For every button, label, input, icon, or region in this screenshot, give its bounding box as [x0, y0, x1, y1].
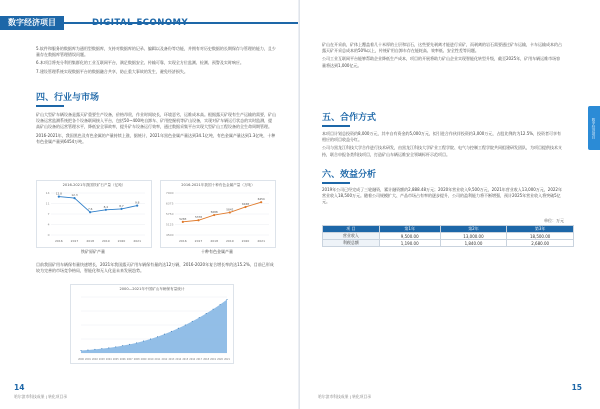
table-cell: 9,500.00	[379, 233, 440, 240]
data-point	[182, 221, 184, 223]
data-point	[199, 317, 200, 318]
y-tick-label: 4500	[165, 233, 174, 238]
y-tick-label: 7000	[165, 191, 174, 196]
chart-label: 铁矿原矿产量	[81, 249, 105, 254]
data-point	[197, 219, 199, 221]
section-tag-english: DIGITAL ECONOMY	[92, 18, 189, 28]
benefit-text	[322, 187, 562, 208]
data-point	[178, 328, 179, 329]
data-label: 5283	[179, 216, 187, 221]
data-point	[58, 196, 60, 198]
data-point	[136, 342, 137, 343]
data-point	[115, 346, 116, 347]
x-tick-label: 2019	[102, 239, 110, 243]
series-line	[59, 197, 137, 213]
data-point	[89, 211, 91, 213]
data-point	[81, 350, 82, 351]
table-header-cell: 项 目	[323, 226, 380, 233]
data-label: 6454	[257, 197, 265, 202]
data-point	[136, 205, 138, 207]
page-number: 14	[14, 383, 25, 392]
right-paragraph: 矿山在开采前，矿体上覆盖着几十米厚的土层和岩石，这些要先剥离才能进行采矿，而剥离的岩石需要通过矿车运输，卡车运输成本约占露天矿开采总成本的50%以上，传统矿用自卸车存在能耗高、效率低、安全性差等问题。	[322, 42, 562, 54]
x-tick-label: 2021	[257, 239, 265, 243]
x-tick-label: 2018	[203, 358, 210, 361]
x-tick-label: 2017	[70, 239, 79, 243]
x-tick-label: 2000	[78, 358, 84, 361]
table-header-cell: 第2年	[440, 226, 507, 233]
section-title-industry: 四、行业与市场	[36, 92, 99, 107]
y-tick-label: 0	[47, 233, 50, 238]
data-label: 12.3	[71, 193, 78, 198]
right-page	[300, 0, 600, 409]
y-tick-label: 11	[45, 201, 50, 206]
x-tick-label: 2009	[140, 358, 147, 361]
x-tick-label: 2003	[98, 358, 105, 361]
x-tick-label: 2021	[224, 358, 230, 361]
vehicle-text-block	[36, 262, 276, 276]
section-title-cooperation: 五、合作方式	[322, 112, 376, 127]
x-tick-label: 2007	[126, 358, 133, 361]
cooperation-paragraph: 本项目计划总投资约8,000万元，其中自有资金约5,000万元，拟引进合作伙伴投资约3,000万元，占股比例约为12.5%，投资者可享有相应的项目收益分红。	[322, 131, 562, 143]
table-header-cell: 第1年	[379, 226, 440, 233]
page-footer	[0, 383, 300, 405]
chart-title: 2000—2021年中国矿山车辆保有量统计	[119, 287, 185, 291]
x-tick-label: 2016	[189, 358, 196, 361]
industry-text-block	[36, 112, 276, 147]
data-point	[101, 348, 102, 349]
data-point	[171, 331, 172, 332]
x-tick-label: 2019	[226, 239, 234, 243]
data-label: 5378	[194, 215, 203, 220]
chart-nonferrous	[160, 180, 276, 248]
table-row	[323, 233, 574, 240]
data-point	[87, 349, 88, 350]
intro-paragraph: 6.本项目将充分利用集群化的工业互联网平台，满足数据安全、传输可靠，实现全方位监测、检测、预警及实时响应。	[36, 60, 244, 66]
chart-label: 十种有色金属产量	[201, 249, 233, 254]
data-point	[73, 197, 75, 199]
x-tick-label: 2018	[210, 239, 218, 243]
data-point	[120, 208, 122, 210]
data-point	[105, 209, 107, 211]
data-point	[213, 309, 214, 310]
table-cell: 1,190.00	[379, 240, 440, 247]
industry-paragraph: 矿山大型矿车辆设备是露天矿重要生产设备，价格昂贵，作业时间较长，环境恶劣，运维成本高。根据露天矿现有生产运输的需要，矿山设备运营监测系统把各个设备联网接入平台，包括50~400吨自卸车、矿用挖掘机等矿山设备，实现对矿车辆运行状态的实时监测，提高矿山设备的运营管理水平，降低安全事故率，提升矿车设备运行效率，通过数据采集平台实现大型矿山工程设备的全生命周期管理。	[36, 112, 276, 130]
data-point	[129, 344, 130, 345]
benefit-paragraph: 2019年公司已经完成了三轮融资，累计融资额约2,888.48万元；2020年营业收入9,500万元，2021年营业收入13,000万元，2022年营业收入18,500万元。随着公司规模扩大、产品市场占有率的逐步提升，公司的盈利能力将不断增强，预计2025年营业收入将突破5亿元。	[322, 187, 562, 205]
x-tick-label: 2020	[241, 239, 250, 243]
x-tick-label: 2020	[117, 239, 126, 243]
table-cell: 2,680.00	[507, 240, 574, 247]
x-tick-label: 2006	[119, 358, 126, 361]
cooperation-paragraph: 公司与黑龙江科技大学合作进行技术研发，由黑龙江科技大学矿业工程学院、电气与控制工程学院共同组建研发团队，为项目提供技术支持，联合申报各类科技项目，打造矿山车辆运维安全领域标杆示范项目。	[322, 145, 562, 157]
x-tick-label: 2016	[55, 239, 63, 243]
revenue-table	[322, 225, 574, 247]
data-point	[213, 214, 215, 216]
data-point	[260, 201, 262, 203]
data-label: 8.4	[103, 204, 109, 209]
data-label: 5842	[226, 207, 234, 212]
data-point	[244, 206, 246, 208]
intro-paragraph: 5.软件和服务的数据库为通用型数据库，支持对数据库的记录、编辑以及备份等功能，并拥有对历史数据的长期保存与管理的能力，且少量存在数据库管理错误问题。	[36, 46, 276, 58]
x-tick-label: 2014	[175, 358, 182, 361]
footer-text: 哈尔滨市科技成果 | 转化项目录	[318, 394, 372, 399]
table-header-cell: 第3年	[507, 226, 574, 233]
table-cell: 18,500.00	[507, 233, 574, 240]
intro-text-block	[36, 46, 276, 77]
footer-text: 哈尔滨市科技成果 | 转化项目录	[14, 394, 68, 399]
chart-iron-ore	[36, 180, 152, 248]
data-point	[185, 325, 186, 326]
chart-svg	[37, 189, 151, 245]
y-tick-label: 6375	[165, 201, 174, 206]
data-label: 7.6	[87, 207, 93, 212]
data-point	[227, 299, 228, 300]
data-point	[164, 334, 165, 335]
table-unit: 单位：万元	[544, 218, 564, 223]
data-point	[192, 321, 193, 322]
table-cell: 13,000.00	[440, 233, 507, 240]
table-cell: 1,840.00	[440, 240, 507, 247]
y-tick-label: 5750	[165, 212, 174, 217]
data-label: 6168	[241, 201, 250, 206]
chart-svg	[71, 293, 233, 363]
data-label: 8.7	[119, 203, 124, 208]
page-header	[0, 0, 300, 40]
data-point	[229, 211, 231, 213]
x-tick-label: 2016	[179, 239, 187, 243]
data-point	[150, 339, 151, 340]
x-tick-label: 2019	[210, 358, 217, 361]
x-tick-label: 2001	[85, 358, 91, 361]
data-point	[220, 304, 221, 305]
data-label: 9.8	[134, 200, 140, 205]
data-point	[143, 341, 144, 342]
vehicle-paragraph: 目前我国矿用车辆保有量快速增长，2021年我国露天矿用车辆保有量约达12万辆，2016-2020年复合增长率约达15.2%，目前已形成较为完善的市场竞争格局，智能化和无人化是未来发展趋势。	[36, 262, 274, 274]
cooperation-text	[322, 131, 562, 160]
y-tick-label: 4	[47, 222, 50, 227]
data-point	[122, 345, 123, 346]
x-tick-label: 2017	[196, 358, 203, 361]
x-tick-label: 2015	[182, 358, 189, 361]
x-tick-label: 2008	[133, 358, 140, 361]
data-point	[157, 336, 158, 337]
x-tick-label: 2020	[217, 358, 223, 361]
table-cell: 营业收入	[323, 233, 380, 240]
x-tick-label: 2011	[154, 358, 161, 361]
right-top-text	[322, 42, 562, 71]
data-label: 5688	[210, 210, 218, 215]
chart-vehicle-stock	[70, 284, 234, 364]
y-tick-label: 7	[47, 212, 50, 217]
y-tick-label: 14	[45, 191, 50, 196]
chart-title: 2016-2021年我国十种有色金属产量（万吨）	[181, 183, 255, 187]
data-point	[94, 349, 95, 350]
area-fill	[81, 300, 227, 353]
y-tick-label: 5125	[165, 222, 174, 227]
page-number: 15	[571, 383, 582, 392]
x-tick-label: 2013	[168, 358, 175, 361]
x-tick-label: 2002	[91, 358, 98, 361]
data-point	[206, 313, 207, 314]
section-title-benefit: 六、效益分析	[322, 169, 376, 184]
chart-title: 2016-2021年我国铁矿石产量（亿吨）	[62, 183, 126, 187]
page-footer	[300, 383, 600, 405]
x-tick-label: 2018	[86, 239, 94, 243]
table-header-row	[323, 226, 574, 233]
table-row	[323, 240, 574, 247]
table-cell: 利税总额	[323, 240, 380, 247]
x-tick-label: 2004	[105, 358, 112, 361]
x-tick-label: 2017	[194, 239, 203, 243]
section-tag: 数字经济项目	[0, 16, 64, 30]
x-tick-label: 2021	[133, 239, 141, 243]
x-tick-label: 2012	[161, 358, 168, 361]
data-point	[108, 347, 109, 348]
data-label: 12.8	[55, 191, 62, 196]
x-tick-label: 2010	[147, 358, 154, 361]
intro-paragraph: 7.建设管理系统实现数据平台的数据融合共享，防止重大事故的发生，避免经济损失。	[36, 68, 188, 74]
x-tick-label: 2005	[112, 358, 119, 361]
side-section-tab	[588, 106, 600, 150]
chart-svg	[161, 189, 275, 245]
right-paragraph: 公司工业互联网平台能够帮助企业降低生产成本，项目的开展将助力矿山企业实现智能化转型升级，截至2025年，矿用车辆运维市场容量将达到1,000亿元。	[322, 56, 561, 68]
side-tab-label: 数字经济项目	[592, 117, 596, 139]
industry-paragraph: 2016-2021年，我国黑色及有色金属的产量持续上涨，据统计，2021年黑色金属产量达到34.1亿吨，有色金属产量达到1.3亿吨，十种有色金属产量到6454万吨。	[36, 132, 276, 144]
